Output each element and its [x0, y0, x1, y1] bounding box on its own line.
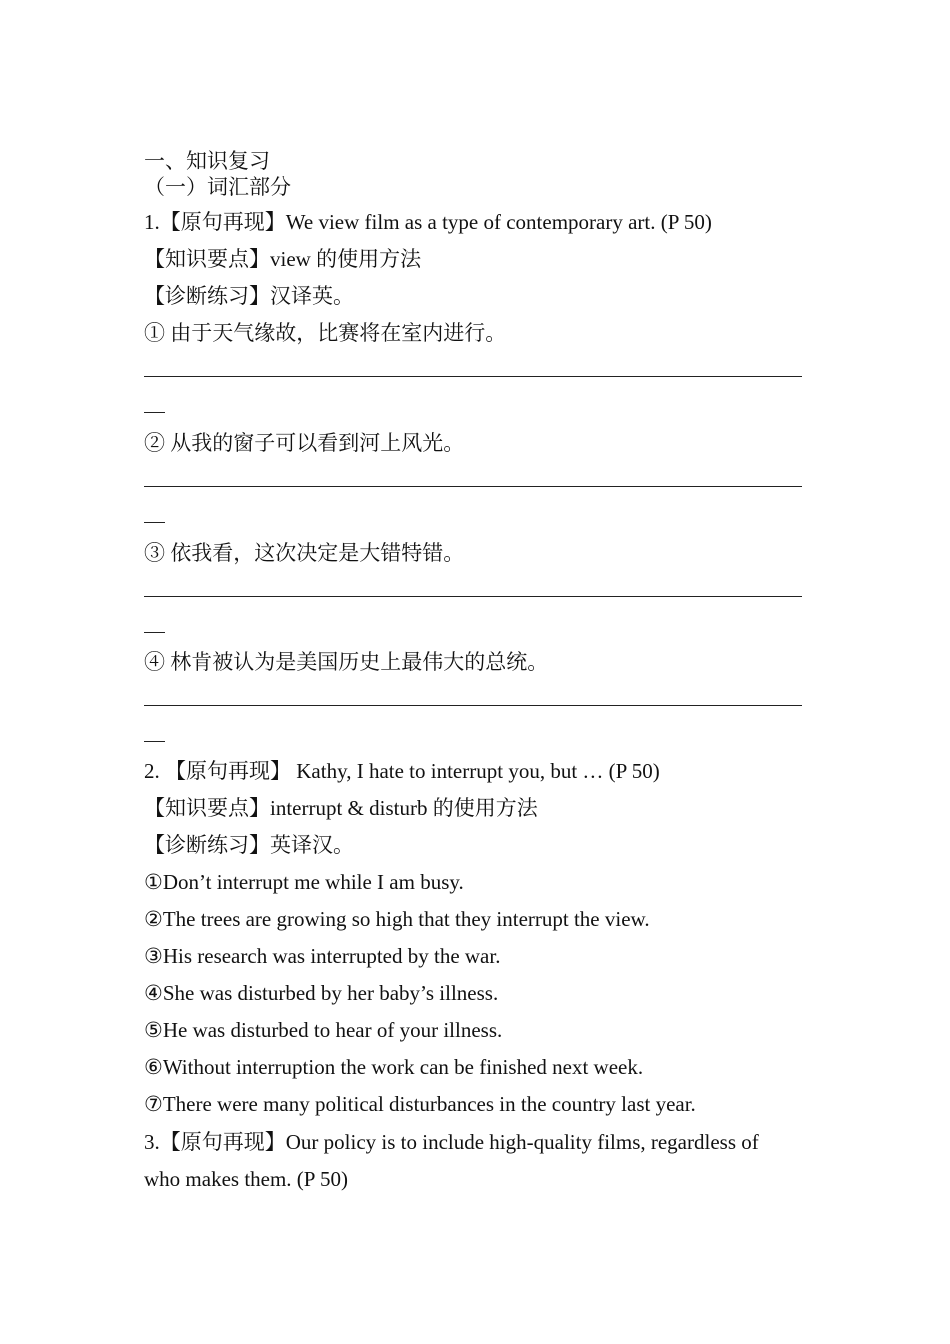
item3-original-sentence-line2: who makes them. (P 50) — [144, 1167, 348, 1191]
item2-practice-instruction: 【诊断练习】英译汉。 — [144, 833, 354, 857]
section-heading: 一、知识复习 — [144, 149, 270, 173]
answer-blank-3[interactable] — [144, 596, 802, 597]
answer-blank-4-continuation — [144, 741, 165, 742]
item1-question-2: ② 从我的窗子可以看到河上风光。 — [144, 431, 465, 455]
item2-sentence-4: ④She was disturbed by her baby’s illness. — [144, 981, 499, 1005]
item2-sentence-5: ⑤He was disturbed to hear of your illness. — [144, 1018, 503, 1042]
item1-question-4: ④ 林肯被认为是美国历史上最伟大的总统。 — [144, 650, 549, 674]
item2-original-sentence: 2. 【原句再现】 Kathy, I hate to interrupt you, but … (P 50) — [144, 759, 660, 783]
item2-sentence-7: ⑦There were many political disturbances in the country last year. — [144, 1092, 696, 1116]
item2-sentence-3: ③His research was interrupted by the war. — [144, 944, 501, 968]
answer-blank-1[interactable] — [144, 376, 802, 377]
item2-sentence-1: ①Don’t interrupt me while I am busy. — [144, 870, 464, 894]
item1-question-1: ① 由于天气缘故，比赛将在室内进行。 — [144, 321, 507, 345]
item1-original-sentence: 1.【原句再现】We view film as a type of contemporary art. (P 50) — [144, 210, 712, 234]
section-subheading: （一）词汇部分 — [144, 175, 291, 199]
item2-sentence-2: ②The trees are growing so high that they interrupt the view. — [144, 907, 650, 931]
item2-knowledge-point: 【知识要点】interrupt & disturb 的使用方法 — [144, 796, 538, 820]
item2-sentence-6: ⑥Without interruption the work can be finished next week. — [144, 1055, 644, 1079]
item3-original-sentence-line1: 3.【原句再现】Our policy is to include high-quality films, regardless of — [144, 1130, 759, 1154]
answer-blank-2[interactable] — [144, 486, 802, 487]
item1-practice-instruction: 【诊断练习】汉译英。 — [144, 284, 354, 308]
answer-blank-2-continuation — [144, 522, 165, 523]
item1-question-3: ③ 依我看，这次决定是大错特错。 — [144, 541, 465, 565]
item1-knowledge-point: 【知识要点】view 的使用方法 — [144, 247, 422, 271]
answer-blank-1-continuation — [144, 412, 165, 413]
answer-blank-3-continuation — [144, 632, 165, 633]
answer-blank-4[interactable] — [144, 705, 802, 706]
